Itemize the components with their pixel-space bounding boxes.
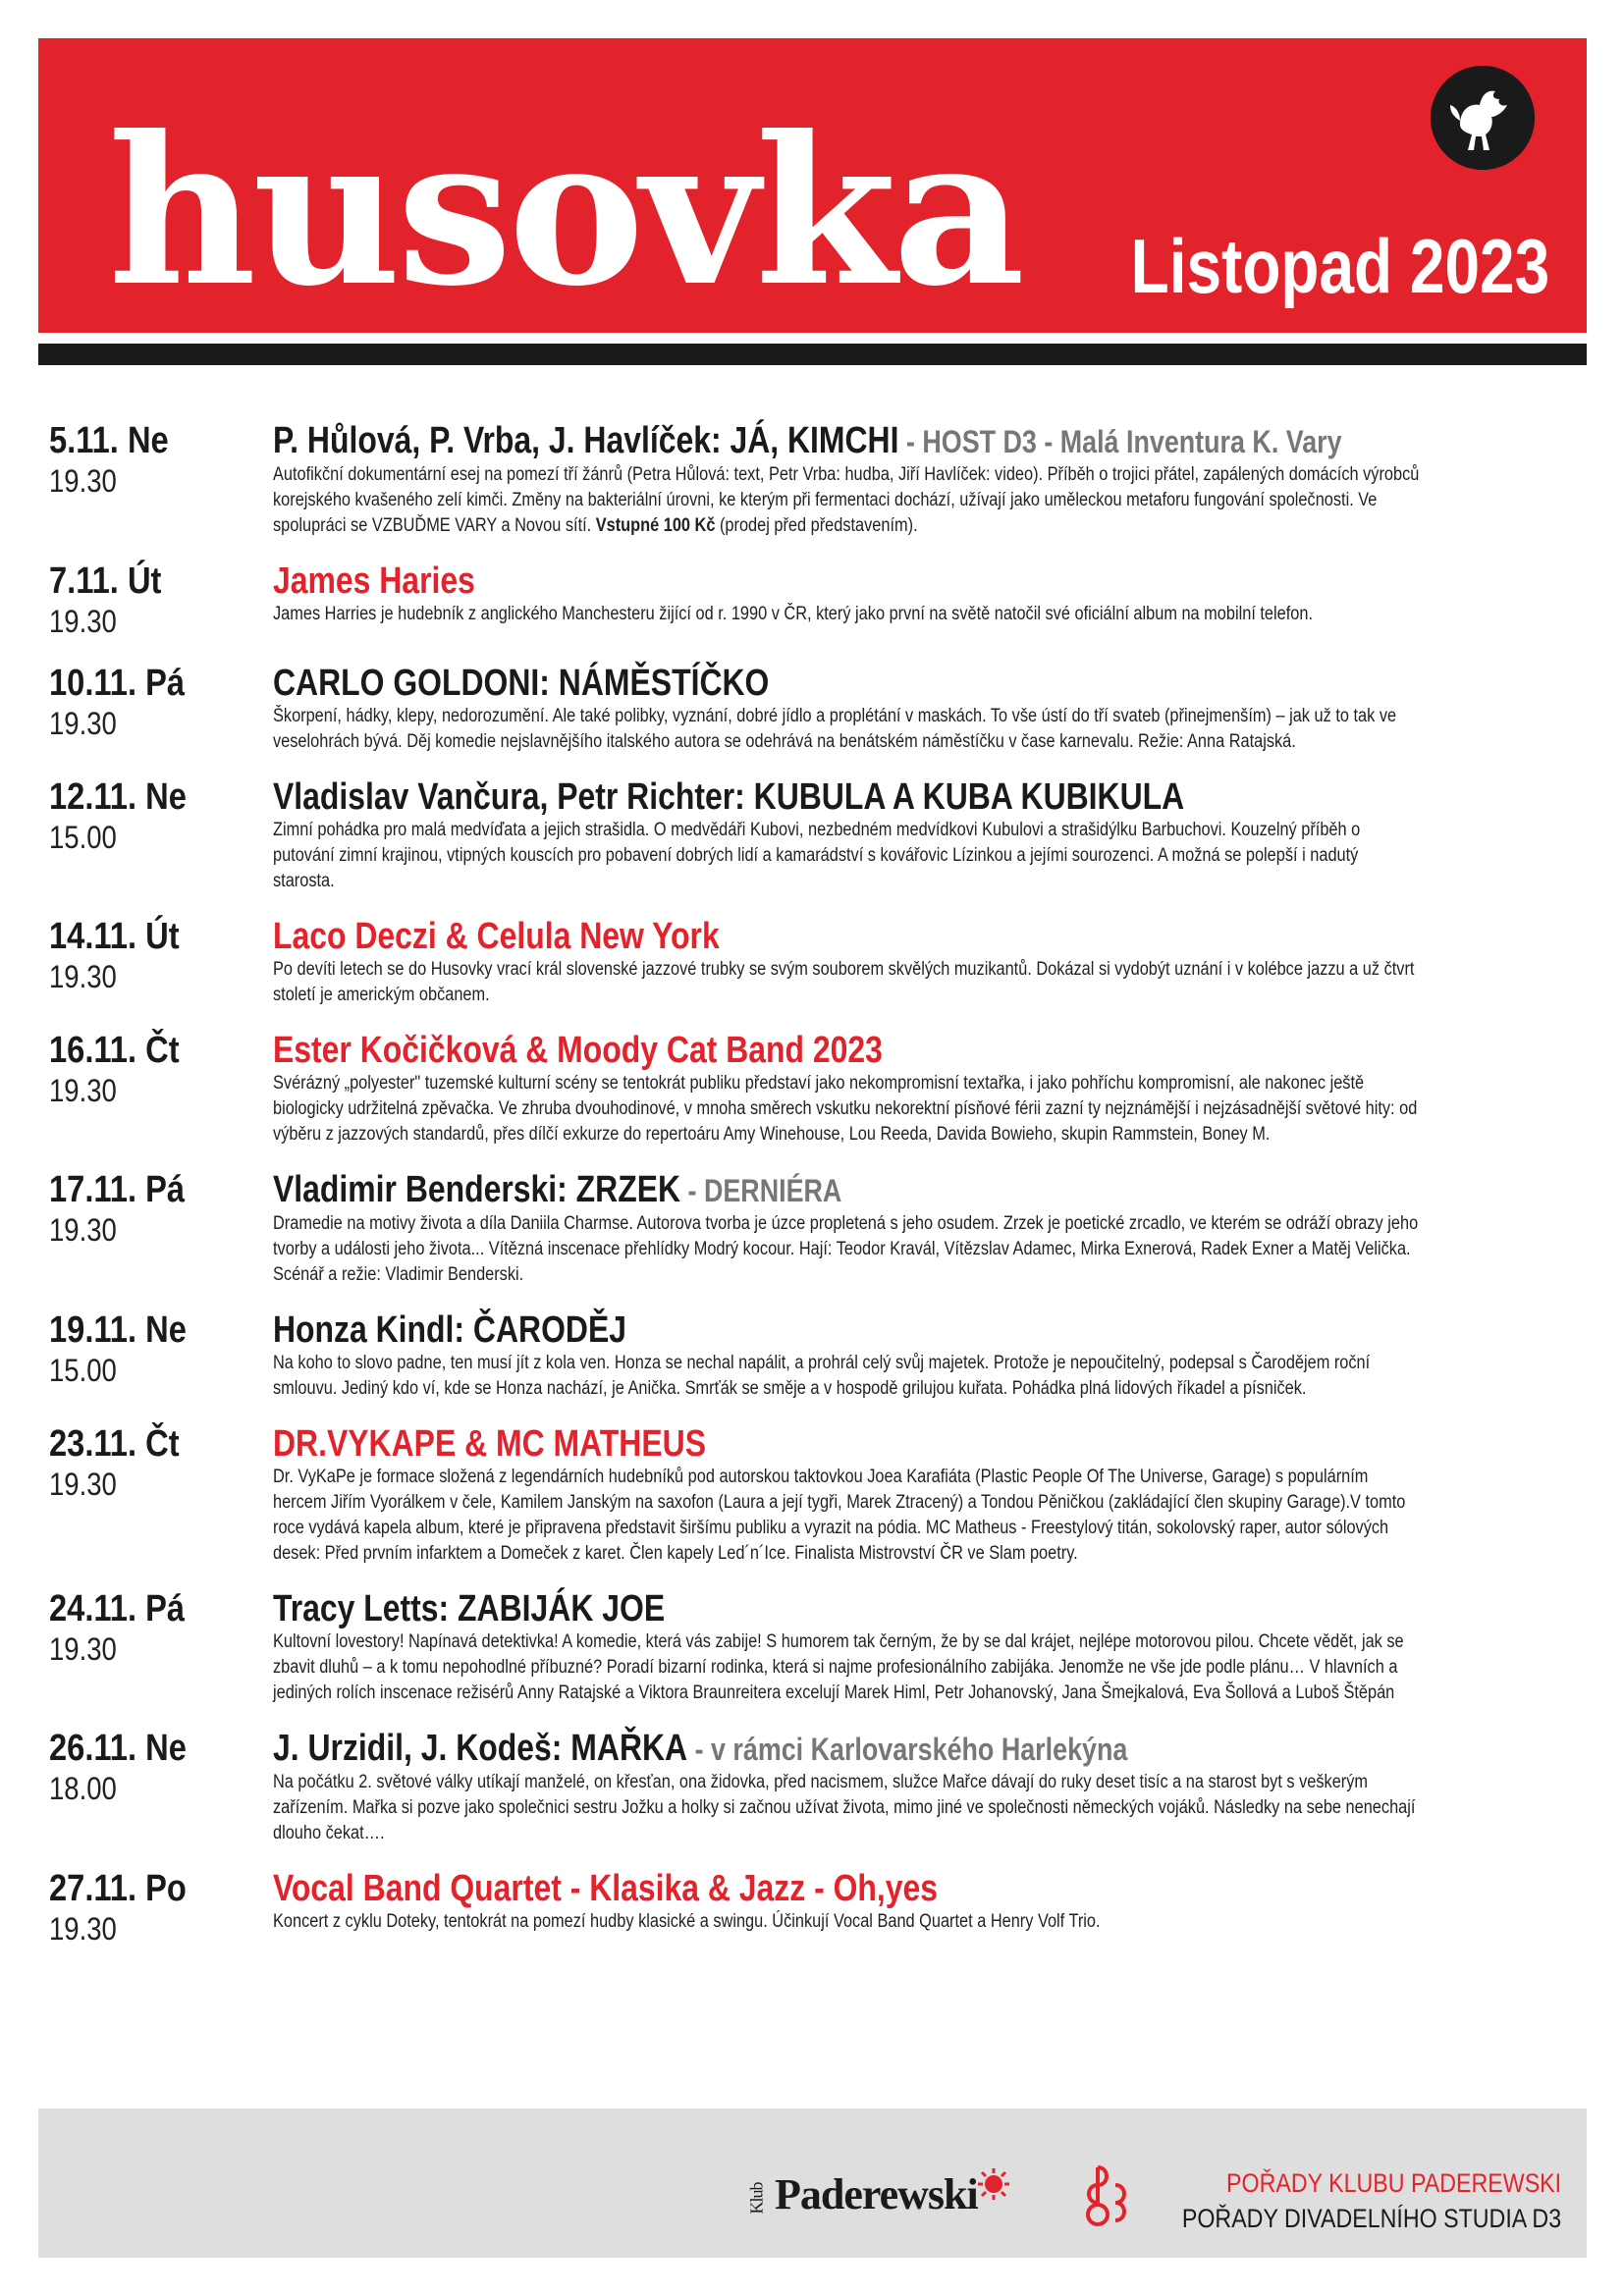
event-title (273, 916, 1355, 957)
brand-title: husovka (108, 92, 1022, 332)
event-body (273, 1588, 1561, 1706)
event-date (49, 1309, 273, 1402)
event-body (273, 1030, 1561, 1148)
event-row (49, 1423, 1561, 1567)
paderewski-logo (741, 2169, 978, 2219)
event-time: 19.30 (49, 463, 117, 499)
sun-icon (977, 2167, 1010, 2201)
event-body (273, 1309, 1561, 1402)
event-row (49, 1030, 1561, 1148)
event-day: 14.11. Út (49, 916, 180, 957)
event-title (273, 1169, 1355, 1211)
event-list (49, 420, 1561, 1949)
event-description (273, 818, 1422, 894)
event-description-text: Škorpení, hádky, klepy, nedorozumění. Ale také polibky, vyznání, dobré jídlo a proplétání v maskách. To vše ústí do tří svateb (přinejmenším) – jak už to tak ve veselohrách bývá. Děj komedie nejslavnějšího italského autora se odehrává na benátském náměstíčku v čase karnevalu. Režie: Anna Ratajská. (273, 706, 1397, 752)
event-day: 26.11. Ne (49, 1728, 187, 1769)
event-row (49, 1309, 1561, 1402)
event-title (273, 1728, 1355, 1770)
event-title-main: Vladimir Benderski: ZRZEK (273, 1169, 681, 1210)
event-title (273, 561, 1355, 602)
event-date (49, 1588, 273, 1706)
event-date (49, 1728, 273, 1846)
event-description (273, 1071, 1422, 1148)
event-title-main: P. Hůlová, P. Vrba, J. Havlíček: JÁ, KIMCHI (273, 420, 899, 461)
event-title-main: Honza Kindl: ČARODĚJ (273, 1309, 626, 1351)
event-time: 19.30 (49, 604, 117, 639)
header-divider (38, 344, 1587, 365)
event-title-main: CARLO GOLDONI: NÁMĚSTÍČKO (273, 663, 770, 704)
event-description-text: Dramedie na motivy života a díla Daniila Charmse. Autorova tvorba je úzce propletená s jeho osudem. Zrzek je poetické zrcadlo, ve kterém se odráží obrazy jeho tvorby a události jeho života... Vítězná inscenace přehlídky Modrý kocour. Hají: Teodor Kravál, Vítězslav Adamec, Mirka Exnerová, Radek Exner a Matěj Velička. Scénář a režie: Vladimir Benderski. (273, 1213, 1419, 1285)
event-subtitle: - DERNIÉRA (680, 1173, 842, 1208)
event-description-text: Po devíti letech se do Husovky vrací král slovenské jazzové trubky se svým souborem skvělých muzikantů. Dokázal si vydobýt uznání i v kolébce jazzu a už čtvrt století je americkým občanem. (273, 959, 1415, 1005)
event-day: 23.11. Čt (49, 1423, 180, 1465)
event-title-main: Vocal Band Quartet - Klasika & Jazz - Oh,yes (273, 1868, 939, 1909)
event-time: 19.30 (49, 1073, 117, 1108)
event-body (273, 1728, 1561, 1846)
event-time: 19.30 (49, 1212, 117, 1248)
event-day: 10.11. Pá (49, 663, 186, 704)
event-row (49, 1728, 1561, 1846)
event-time: 19.30 (49, 1467, 117, 1502)
event-title (273, 776, 1355, 818)
event-title (273, 1868, 1355, 1909)
event-description (273, 704, 1422, 755)
event-title-main: Ester Kočičková & Moody Cat Band 2023 (273, 1030, 883, 1071)
event-row (49, 776, 1561, 894)
event-time: 19.30 (49, 1631, 117, 1667)
footer-line-paderewski: POŘADY KLUBU PADEREWSKI (1225, 2168, 1561, 2198)
rooster-icon (1431, 66, 1535, 170)
event-day: 17.11. Pá (49, 1169, 186, 1210)
event-description (273, 957, 1422, 1008)
event-subtitle: - v rámci Karlovarského Harlekýna (687, 1732, 1128, 1767)
footer-line-d3: POŘADY DIVADELNÍHO STUDIA D3 (1181, 2204, 1561, 2233)
event-description-text: Autofikční dokumentární esej na pomezí tří žánrů (Petra Hůlová: text, Petr Vrba: hudba, Jiří Havlíček: video). Příběh o trojici přátel, zapálených domácích výrobců korejského kvašeného zelí kimči. Změny na bakteriální úrovni, ke kterým při fermentaci dochází, užívají jako uměleckou metaforu fungování společnosti. Ve spolupráci se VZBUĎME VARY a Novou sítí. (273, 464, 1420, 536)
event-body (273, 1423, 1561, 1567)
event-row (49, 1169, 1561, 1288)
event-time: 18.00 (49, 1771, 117, 1806)
event-body (273, 420, 1561, 539)
event-title (273, 1309, 1355, 1351)
event-title-main: Laco Deczi & Celula New York (273, 916, 720, 957)
event-time: 19.30 (49, 959, 117, 994)
event-date (49, 1030, 273, 1148)
event-row (49, 916, 1561, 1008)
event-description (273, 1211, 1422, 1288)
klub-label: Klub (746, 2182, 767, 2215)
event-row (49, 663, 1561, 755)
event-body (273, 561, 1561, 641)
event-day: 7.11. Út (49, 561, 162, 602)
event-description-text: Na koho to slovo padne, ten musí jít z kola ven. Honza se nechal napálit, a prohrál celý svůj majetek. Protože je nepoučitelný, podepsal s Čarodějem roční smlouvu. Jediný kdo ví, kde se Honza nachází, je Anička. Smrťák se směje a v hospodě grilujou kuřata. Pohádka plná lidových říkadel a písniček. (273, 1353, 1371, 1399)
event-body (273, 776, 1561, 894)
event-body (273, 916, 1561, 1008)
event-date (49, 1169, 273, 1288)
event-title-main: J. Urzidil, J. Kodeš: MAŘKA (273, 1728, 688, 1769)
event-day: 19.11. Ne (49, 1309, 187, 1351)
month-title: Listopad 2023 (1130, 223, 1549, 309)
event-price: Vstupné 100 Kč (595, 515, 716, 536)
event-row (49, 1588, 1561, 1706)
event-row (49, 420, 1561, 539)
event-time: 19.30 (49, 1911, 117, 1947)
event-description-text: Svérázný „polyester" tuzemské kulturní scény se tentokrát publiku představí jako nekompromisní textařka, i jako pohříchu kompromisní, ale nakonec ještě biologicky udržitelná zpěvačka. Ve zhruba dvouhodinové, v mnoha směrech vskutku nekorektní písňové férii zazní ty nejznámější i nejzásadnější světové hity: od výběru z jazzových standardů, přes dílčí exkurze do repertoáru Amy Winehouse, Lou Reeda, Davida Bowieho, skupin Rammstein, Boney M. (273, 1073, 1418, 1145)
event-date (49, 561, 273, 641)
event-title-main: DR.VYKAPE & MC MATHEUS (273, 1423, 706, 1465)
event-description-text: Na počátku 2. světové války utíkají manželé, on křesťan, ona židovka, před nacismem, služce Mařce dávají do ruky deset tisíc a na starost byt s veškerým zařízením. Mařka si pozve jako společnici sestru Jožku a holky si začnou užívat života, mimo jiné ve společnosti německých vojáků. Následky na sebe nenechají dlouho čekat…. (273, 1772, 1416, 1843)
event-title (273, 420, 1355, 462)
event-date (49, 776, 273, 894)
event-body (273, 663, 1561, 755)
event-date (49, 916, 273, 1008)
event-title (273, 1588, 1355, 1629)
event-description (273, 1465, 1422, 1567)
event-title (273, 1030, 1355, 1071)
event-day: 12.11. Ne (49, 776, 187, 818)
event-description-text: Koncert z cyklu Doteky, tentokrát na pomezí hudby klasické a swingu. Účinkují Vocal Band Quartet a Henry Volf Trio. (273, 1911, 1101, 1932)
event-description (273, 1909, 1422, 1935)
event-time: 19.30 (49, 706, 117, 741)
paderewski-label: Paderewski (775, 2170, 978, 2218)
event-description (273, 1629, 1422, 1706)
event-description-text: Kultovní lovestory! Napínavá detektivka! A komedie, která vás zabije! S humorem tak černým, že by se dal krájet, nejlépe motorovou pilou. Chcete vědět, jak se zbavit dluhů – a k tomu nepohodlné příbuzné? Poradí bizarní rodinka, která si najme profesionálního zabijáka. Jenomže ne vše jde podle plánu… V hlavních a jediných rolích inscenace režisérů Anny Ratajské a Viktora Braunreitera excelují Marek Himl, Petr Johanovský, Jana Šmejkalová, Eva Šollová a Luboš Štěpán (273, 1631, 1404, 1703)
event-title-main: Tracy Letts: ZABIJÁK JOE (273, 1588, 666, 1629)
event-body (273, 1868, 1561, 1949)
event-date (49, 420, 273, 539)
event-time: 15.00 (49, 820, 117, 855)
event-body (273, 1169, 1561, 1288)
event-date (49, 1423, 273, 1567)
event-description (273, 602, 1422, 627)
event-row (49, 1868, 1561, 1949)
event-title-main: James Haries (273, 561, 475, 602)
event-date (49, 1868, 273, 1949)
event-description-text: Zimní pohádka pro malá medvíďata a jejich strašidla. O medvědáři Kubovi, nezbedném medvídkovi Kubulovi a strašidýlku Barbuchovi. Kouzelný příběh o putování zimní krajinou, vtipných kouscích pro pobavení dobrých lidí a kamarádství s kovářovic Lízinkou a jejími sourozenci. A možná se polepší i nadutý starosta. (273, 820, 1361, 891)
event-subtitle: - HOST D3 - Malá Inventura K. Vary (898, 424, 1342, 459)
event-description (273, 462, 1422, 539)
footer-text (1182, 2165, 1561, 2236)
event-row (49, 561, 1561, 641)
event-day: 24.11. Pá (49, 1588, 186, 1629)
event-description-text: Dr. VyKaPe je formace složená z legendárních hudebníků pod autorskou taktovkou Joea Karafiáta (Plastic People Of The Universe, Garage) s populárním hercem Jiřím Vyorálkem v čele, Kamilem Janským na saxofon (Laura a její tygři, Marek Ztracený) a Tondou Pěničkou (zakládající člen skupiny Garage).V tomto roce vydává kapela album, které je připravena představit širšímu publiku a vyrazit na pódia. MC Matheus - Freestylový titán, sokolovský raper, autor sólových desek: Před prvním infarktem a Domeček z karet. Člen kapely Led´n´Ice. Finalista Mistrovství ČR ve Slam poetry. (273, 1467, 1406, 1564)
event-title-main: Vladislav Vančura, Petr Richter: KUBULA A KUBA KUBIKULA (273, 776, 1185, 818)
event-title (273, 1423, 1355, 1465)
event-day: 16.11. Čt (49, 1030, 180, 1071)
event-day: 27.11. Po (49, 1868, 187, 1909)
event-description (273, 1770, 1422, 1846)
event-day: 5.11. Ne (49, 420, 169, 461)
event-description-after: (prodej před představením). (715, 515, 918, 536)
event-description (273, 1351, 1422, 1402)
event-time: 15.00 (49, 1353, 117, 1388)
event-title (273, 663, 1355, 704)
d3-logo-icon (1076, 2162, 1147, 2240)
event-date (49, 663, 273, 755)
event-description-text: James Harries je hudebník z anglického Manchesteru žijící od r. 1990 v ČR, který jako první na světě natočil své oficiální album na mobilní telefon. (273, 604, 1314, 624)
